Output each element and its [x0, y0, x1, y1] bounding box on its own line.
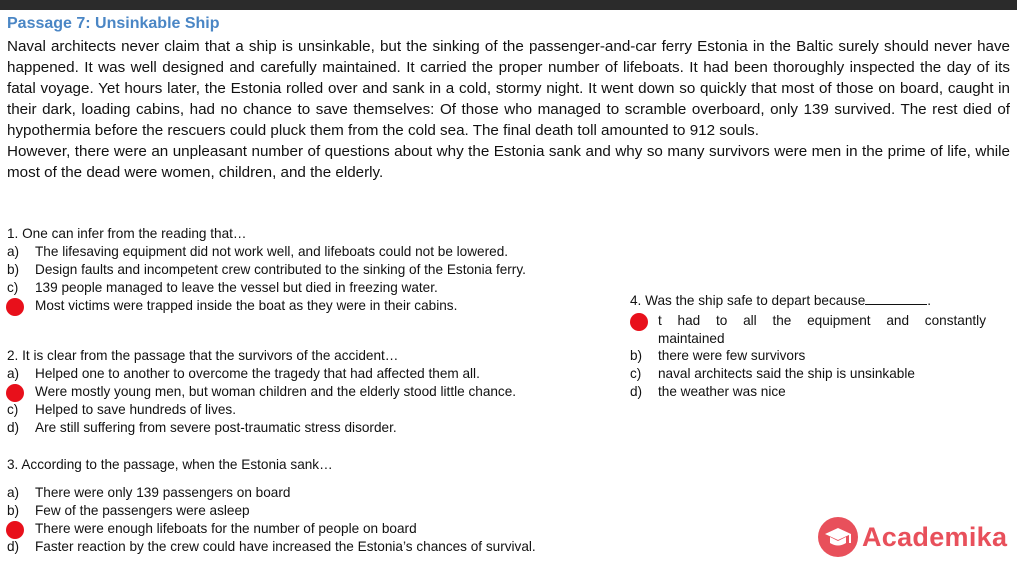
q2-option-b-selected[interactable]: Were mostly young men, but woman children and the elderly stood little chance.: [35, 384, 517, 399]
q4-option-c[interactable]: c) naval architects said the ship is unsinkable: [630, 366, 915, 381]
q1-option-c[interactable]: c) 139 people managed to leave the vessel but died in freezing water.: [7, 280, 438, 295]
question-4-stem: 4. Was the ship safe to depart because .: [630, 293, 932, 308]
passage-title: Passage 7: Unsinkable Ship: [7, 15, 220, 32]
q1-option-a[interactable]: a) The lifesaving equipment did not work well, and lifeboats could not be lowered.: [7, 244, 509, 259]
q3-option-a[interactable]: a) There were only 139 passengers on board: [7, 485, 291, 500]
answer-marker-dot: [6, 298, 24, 316]
passage-paragraph-1: Naval architects never claim that a ship is unsinkable, but the sinking of the passenger-and-car ferry Estonia in the Baltic surely should never have happened. It was well designed and carefully maintained. It carried the proper number of lifeboats. It had been thoroughly inspected the day of its fatal voyage. Yet hours later, the Estonia rolled over and sank in a cold, stormy night. It went down so quickly that most of those on board, caught in their dark, loading cabins, had no chance to save themselves: Of those who managed to scramble overboard, only 139 survived. The rest died of hypothermia before the rescuers could pluck them from the cold sea. The final death toll amounted to 912 souls.: [7, 38, 1010, 139]
academika-logo: [818, 517, 1007, 557]
q4-option-d[interactable]: d) the weather was nice: [630, 384, 786, 399]
passage-text: [7, 36, 1010, 183]
passage-paragraph-2: However, there were an unpleasant number of questions about why the Estonia sank and why so many survivors were men in the prime of life, while most of the dead were women, children, and the elderly.: [7, 143, 1010, 181]
q3-option-d[interactable]: d) Faster reaction by the crew could have increased the Estonia’s chances of survival.: [7, 539, 536, 554]
answer-marker-dot: [6, 521, 24, 539]
q2-option-a[interactable]: a) Helped one to another to overcome the tragedy that had affected them all.: [7, 366, 480, 381]
q3-option-c-selected[interactable]: There were enough lifeboats for the number of people on board: [35, 521, 417, 536]
question-3-stem: 3. According to the passage, when the Estonia sank…: [7, 457, 333, 472]
q4-option-a-selected[interactable]: t had to all the equipment and constantly: [658, 313, 986, 328]
q1-option-d-selected[interactable]: Most victims were trapped inside the boat as they were in their cabins.: [35, 298, 458, 313]
answer-blank: [865, 292, 927, 305]
q2-option-c[interactable]: c) Helped to save hundreds of lives.: [7, 402, 237, 417]
graduation-cap-svg: [818, 517, 858, 557]
top-bar: [0, 0, 1017, 10]
question-1-stem: 1. One can infer from the reading that…: [7, 226, 247, 241]
answer-marker-dot: [630, 313, 648, 331]
q1-option-b[interactable]: b) Design faults and incompetent crew contributed to the sinking of the Estonia ferry.: [7, 262, 526, 277]
logo-text: Academika: [862, 521, 1008, 552]
q2-option-d[interactable]: d) Are still suffering from severe post-traumatic stress disorder.: [7, 420, 397, 435]
graduation-cap-icon: [818, 517, 858, 557]
question-2-stem: 2. It is clear from the passage that the survivors of the accident…: [7, 348, 399, 363]
q4-option-a-continued: maintained: [658, 331, 725, 346]
q3-option-b[interactable]: b) Few of the passengers were asleep: [7, 503, 250, 518]
q4-option-b[interactable]: b) there were few survivors: [630, 348, 806, 363]
answer-marker-dot: [6, 384, 24, 402]
